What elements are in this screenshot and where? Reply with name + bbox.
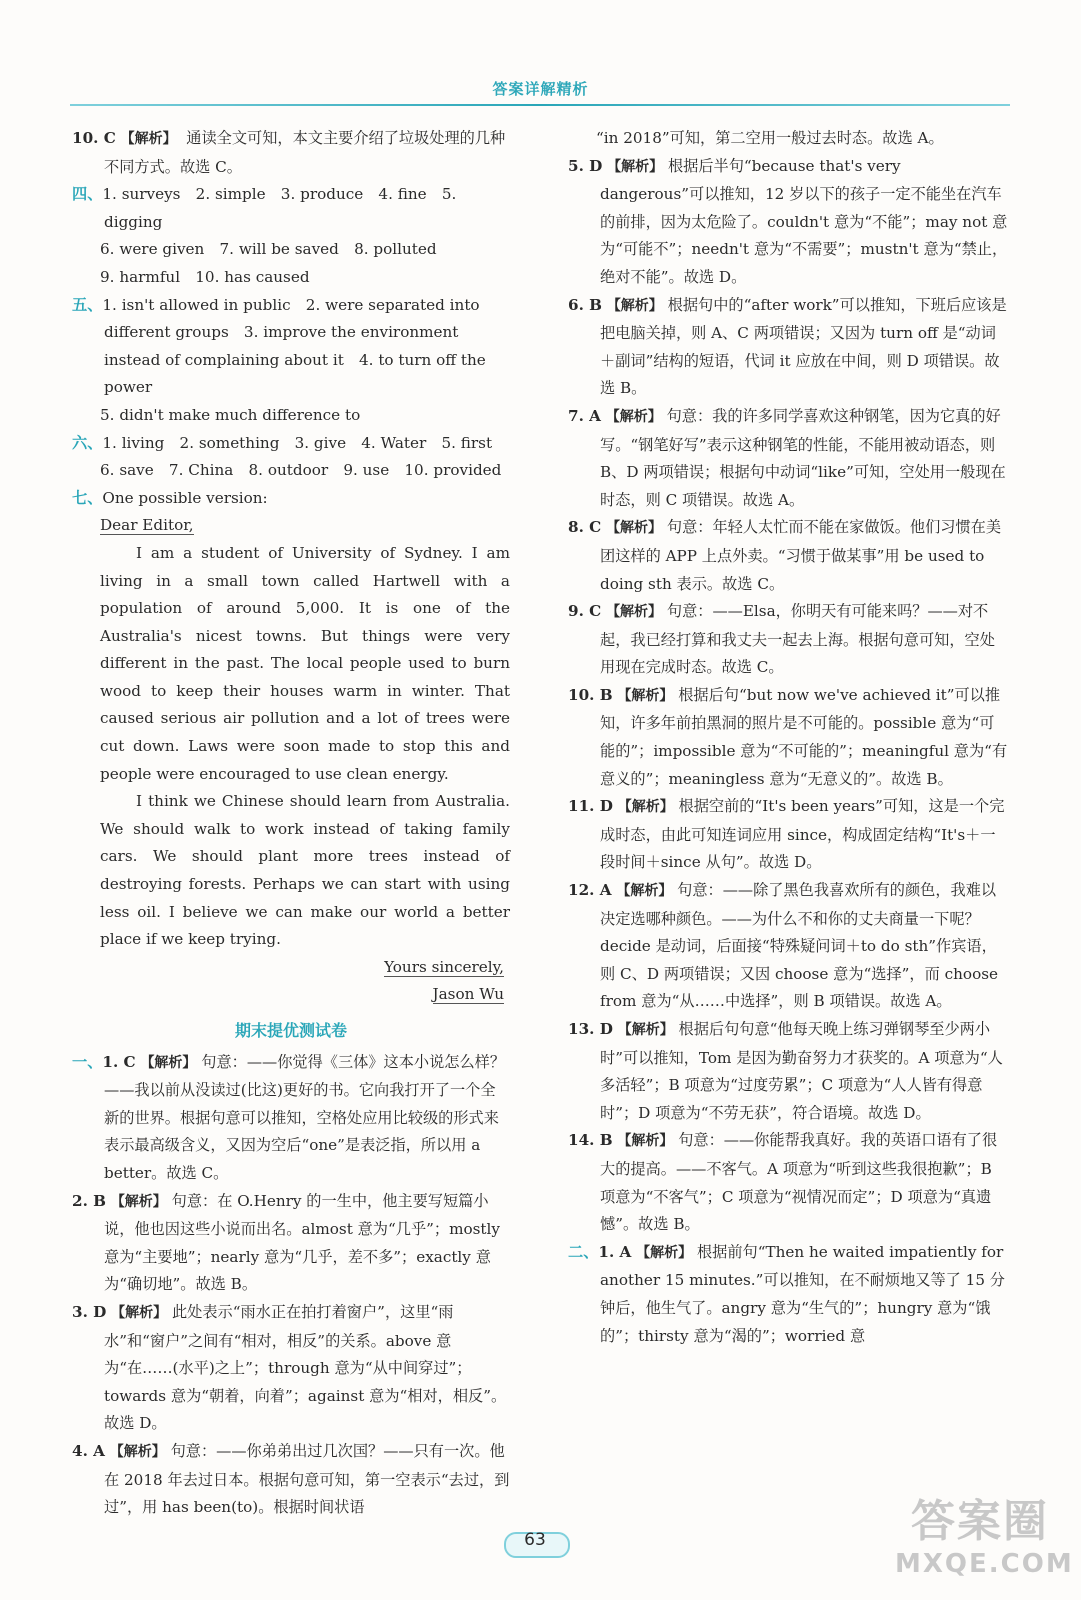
answer-item: 13. D 【解析】 根据后句句意“他每天晚上练习弹钢琴至少两小时”可以推知，Tom 是因为勤奋努力才获奖的。A 项意为“人多活轻”；B 项意为“过度劳累”；C 项意为“人人皆有得意时”；D 项意为“不劳无获”，符合语境。故选 D。: [568, 1020, 1003, 1122]
answer-item: 2. B 【解析】 句意：在 O.Henry 的一生中，他主要写短篇小说，他也因这些小说而出名。almost 意为“几乎”；mostly 意为“主要地”；nearly 意为“几乎，差不多”；exactly 意为“确切地”。故选 B。: [72, 1191, 500, 1294]
letter-signature: Jason Wu: [432, 985, 504, 1004]
answer-item: 9. C 【解析】 句意：——Elsa，你明天有可能来吗？——对不起，我已经打算和我丈夫一起去上海。根据句意可知，空处用现在完成时态。故选 C。: [568, 602, 995, 677]
watermark-logo: 答案圈 MXQE.COM: [895, 1496, 1074, 1579]
right-column: [568, 125, 1008, 1350]
answer-item: 10. C 【解析】 通读全文可知，本文主要介绍了垃圾处理的几种不同方式。故选 C。: [72, 129, 506, 176]
letter-closing: Yours sincerely,: [384, 957, 504, 976]
answer-item: 5. D 【解析】 根据后半句“because that's very dangerous”可以推知，12 岁以下的孩子一定不能坐在汽车的前排，因为太危险了。couldn't 意为“不能”；may not 意为“可能不”；needn't 意为“不需要”；mustn't 意为“禁止，绝对不能”。故选 D。: [568, 156, 1008, 286]
page-header-title: 答案详解精析: [492, 80, 589, 98]
letter-greeting: Dear Editor,: [100, 516, 194, 535]
answer-item: 11. D 【解析】 根据空前的“It's been years”可知，这是一个完成时态，由此可知连词应用 since，构成固定结构“It's＋一段时间＋since 从句”。故选 D。: [568, 797, 1005, 872]
answer-item: 3. D 【解析】 此处表示“雨水正在拍打着窗户”，这里“雨水”和“窗户”之间有“相对，相反”的关系。above 意为“在……(水平)之上”；through 意为“从中间穿过”；towards 意为“朝着，向着”；against 意为“相对，相反”。故选 D。: [72, 1302, 507, 1433]
section-six-line: 6. save 7. China 8. outdoor 9. use 10. provided: [100, 461, 502, 480]
left-column: [72, 125, 510, 1522]
section-four: 四、1. surveys 2. simple 3. produce 4. fine 5. digging: [72, 185, 457, 231]
answer-item: 8. C 【解析】 句意：年轻人太忙而不能在家做饭。他们习惯在美团这样的 APP 上点外卖。“习惯于做某事”用 be used to doing sth 表示。故选 C。: [568, 518, 1002, 593]
header-divider: [70, 104, 1010, 106]
section-four-line: 9. harmful 10. has caused: [100, 267, 310, 286]
answer-item: 7. A 【解析】 句意：我的许多同学喜欢这种钢笔，因为它真的好写。“钢笔好写”表示这种钢笔的性能，不能用被动语态，则 B、D 两项错误；根据句中动词“like”可知，空处用一般现在时态，则 C 项错误。故选 A。: [568, 406, 1006, 509]
answer-item: 14. B 【解析】 句意：——你能帮我真好。我的英语口语有了很大的提高。——不客气。A 项意为“听到这些我很抱歉”；B 项意为“不客气”；C 项意为“视情况而定”；D 项意为“真遗憾”。故选 B。: [568, 1131, 998, 1234]
answer-item: 6. B 【解析】 根据句中的“after work”可以推知，下班后应该是把电脑关掉，则 A、C 两项错误；又因为 turn off 是“动词＋副词”结构的短语，代词 it 应放在中间，则 D 项错误。故选 B。: [568, 295, 1007, 398]
section-title: 期末提优测试卷: [234, 1021, 347, 1040]
section-five: 五、1. isn't allowed in public 2. were separated into different groups 3. improve the environment instead of complaining about it 4. to turn off the power: [72, 295, 486, 397]
answer-item: 10. B 【解析】 根据后句“but now we've achieved it”可以推知，许多年前拍黑洞的照片是不可能的。possible 意为“可能的”；impossible 意为“不可能的”；meaningful 意为“有意义的”；meaningless 意为“无意义的”。故选 B。: [568, 685, 1008, 788]
section-seven: 七、One possible version:: [72, 488, 268, 507]
letter-paragraph: I am a student of University of Sydney. I am living in a small town called Hartwell with a population of around 5,000. It is one of the Australia's nicest towns. But things were very different in the past. The local people used to burn wood to keep their houses warm in winter. That caused serious air pollution and a lot of trees were cut down. Laws were soon made to stop this and people were encouraged to use clean energy.: [100, 543, 510, 783]
answer-item: 12. A 【解析】 句意：——除了黑色我喜欢所有的颜色，我难以决定选哪种颜色。——为什么不和你的丈夫商量一下呢？decide 是动词，后面接“特殊疑问词＋to do sth”作宾语，则 C、D 两项错误；又因 choose 意为“选择”，而 choose from 意为“从……中选择”，则 B 项错误。故选 A。: [568, 881, 998, 1011]
answer-continuation: “in 2018”可知，第二空用一般过去时态。故选 A。: [596, 129, 944, 147]
section-four-line: 6. were given 7. will be saved 8. polluted: [100, 240, 437, 259]
answer-item: 一、1. C 【解析】 句意：——你觉得《三体》这本小说怎么样？——我以前从没读过(比这)更好的书。它向我打开了一个全新的世界。根据句意可以推知，空格处应用比较级的形式来表示最高级含义，又因为空后“one”是表泛指，所以用 a better。故选 C。: [72, 1052, 506, 1182]
page-number: 63: [490, 1530, 580, 1556]
answer-item: 二、1. A 【解析】 根据前句“Then he waited impatiently for another 15 minutes.”可以推知，在不耐烦地又等了 15 分钟后，他生气了。angry 意为“生气的”；hungry 意为“饿的”；thirsty 意为“渴的”；worried 意: [568, 1242, 1005, 1345]
answer-item: 4. A 【解析】 句意：——你弟弟出过几次国？——只有一次。他在 2018 年去过日本。根据句意可知，第一空表示“去过，到过”，用 has been(to)。根据时间状语: [72, 1441, 510, 1517]
letter-paragraph: I think we Chinese should learn from Australia. We should walk to work instead of taking family cars. We should plant more trees instead of destroying forests. Perhaps we can start with using less oil. I believe we can make our world a better place if we keep trying.: [100, 792, 510, 949]
section-five-line: 5. didn't make much difference to: [100, 405, 361, 424]
section-six: 六、1. living 2. something 3. give 4. Water 5. first: [72, 433, 493, 452]
